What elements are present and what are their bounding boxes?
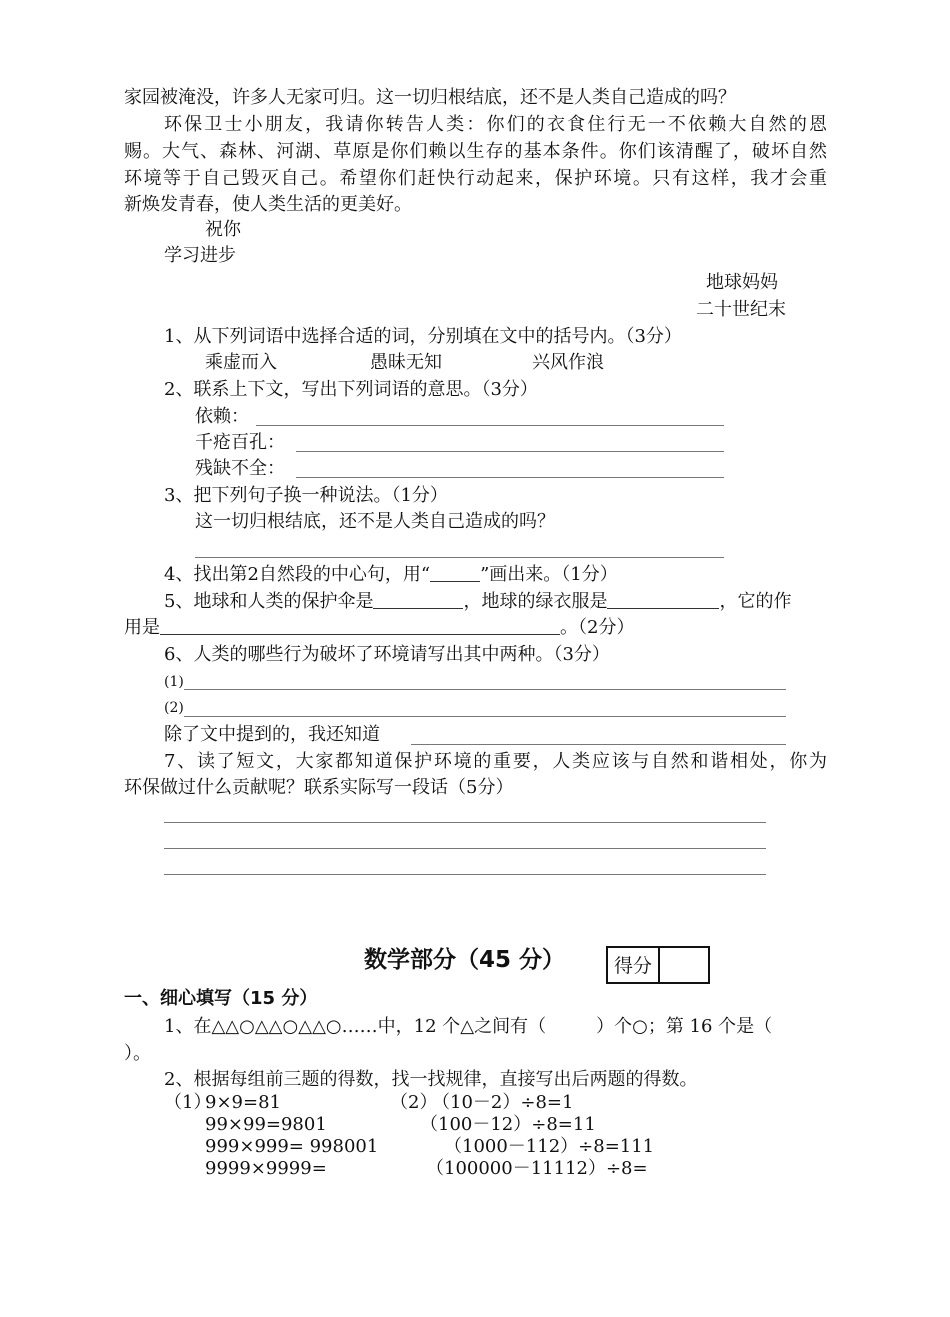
term-2-label: 千疮百孔： — [195, 432, 285, 453]
term-3-answer-line[interactable] — [296, 477, 724, 478]
question-7-answer-line-3[interactable] — [164, 874, 766, 875]
word-option-1: 乘虚而入 — [205, 352, 277, 373]
word-option-2: 愚昧无知 — [370, 352, 442, 373]
letter-paragraph-2-line-4: 新焕发青春，使人类生活的更美好。 — [124, 194, 412, 215]
letter-signature: 地球妈妈 — [706, 272, 778, 293]
question-4 — [164, 564, 618, 586]
question-4-blank[interactable] — [430, 565, 480, 582]
group-1-label: （1） — [164, 1092, 212, 1113]
math-question-1-continued: ）。 — [124, 1043, 151, 1064]
group-2-label: （2） — [390, 1092, 438, 1113]
question-4-text-a: 4、找出第2自然段的中心句，用“ — [164, 564, 431, 585]
question-5-continued — [124, 617, 634, 639]
question-6-answer-line-1[interactable] — [184, 689, 786, 690]
question-6-mark-1: (1) — [164, 674, 184, 690]
question-6-answer-line-2[interactable] — [184, 716, 786, 717]
letter-closing-study: 学习进步 — [164, 245, 236, 266]
question-6-mark-2: (2) — [164, 700, 184, 716]
word-option-3: 兴风作浪 — [532, 352, 604, 373]
question-5 — [164, 591, 791, 613]
math-part-1-heading: 一、细心填写（15 分） — [124, 988, 318, 1009]
math-question-2: 2、根据每组前三题的得数，找一找规律，直接写出后两题的得数。 — [164, 1069, 698, 1090]
question-5-text-c: ，它的作 — [719, 591, 792, 612]
score-field[interactable] — [660, 948, 708, 982]
question-6-extra-answer-line[interactable] — [411, 744, 786, 745]
letter-paragraph-2-line-1: 环保卫士小朋友，我请你转告人类：你们的衣食住行无一不依赖大自然的恩 — [164, 114, 827, 135]
question-5-text-a: 5、地球和人类的保护伞是 — [164, 591, 374, 612]
math-question-1-text-a: 1、在△△○△△○△△○……中，12 个△之间有（ — [164, 1016, 547, 1037]
term-3-label: 残缺不全： — [195, 458, 285, 479]
letter-paragraph-1: 家园被淹没，许多人无家可归。这一切归根结底，还不是人类自己造成的吗？ — [124, 87, 736, 108]
question-5-blank-2[interactable] — [607, 592, 719, 609]
score-box — [606, 946, 710, 984]
math-question-1-text-b: ）个○；第 16 个是（ — [596, 1016, 773, 1037]
question-5-text-d: 用是 — [124, 617, 160, 638]
question-5-text-b: ，地球的绿衣服是 — [463, 591, 608, 612]
question-7-line-2: 环保做过什么贡献呢？联系实际写一段话（5分） — [124, 777, 514, 798]
group-1-eq-1: 9×9=81 — [205, 1092, 281, 1113]
letter-closing-wish: 祝你 — [205, 219, 241, 240]
term-1-answer-line[interactable] — [256, 425, 724, 426]
group-2-eq-4: （100000－11112）÷8= — [426, 1158, 648, 1179]
question-5-blank-1[interactable] — [373, 592, 463, 609]
letter-date: 二十世纪末 — [696, 299, 786, 320]
letter-paragraph-2-line-2: 赐。大气、森林、河湖、草原是你们赖以生存的基本条件。你们该清醒了，破坏自然 — [124, 141, 827, 162]
question-1: 1、从下列词语中选择合适的词，分别填在文中的括号内。（3分） — [164, 326, 682, 347]
math-question-1 — [164, 1016, 772, 1038]
letter-paragraph-2-line-3: 环境等于自己毁灭自己。希望你们赶快行动起来，保护环境。只有这样，我才会重 — [124, 168, 827, 189]
question-5-blank-3[interactable] — [160, 618, 560, 635]
group-2-eq-3: （1000－112）÷8=111 — [444, 1136, 655, 1157]
group-1-eq-4: 9999×9999= — [205, 1158, 327, 1179]
score-label: 得分 — [608, 948, 660, 982]
question-3-answer-line[interactable] — [195, 557, 724, 558]
group-2-eq-1: （10－2）÷8=1 — [432, 1092, 574, 1113]
question-6-extra: 除了文中提到的，我还知道 — [164, 724, 380, 745]
question-5-text-e: 。（2分） — [560, 617, 635, 638]
question-3: 3、把下列句子换一种说法。（1分） — [164, 485, 448, 506]
math-question-1-blank-1[interactable] — [546, 1018, 596, 1034]
question-4-text-b: ”画出来。（1分） — [480, 564, 618, 585]
question-7-answer-line-1[interactable] — [164, 822, 766, 823]
question-7-line-1: 7、读了短文，大家都知道保护环境的重要，人类应该与自然和谐相处，你为 — [164, 751, 827, 772]
question-7-answer-line-2[interactable] — [164, 848, 766, 849]
group-1-eq-2: 99×99=9801 — [205, 1114, 327, 1135]
question-2: 2、联系上下文，写出下列词语的意思。（3分） — [164, 379, 538, 400]
math-section-title: 数学部分（45 分） — [364, 947, 566, 973]
term-2-answer-line[interactable] — [296, 451, 724, 452]
question-6: 6、人类的哪些行为破坏了环境请写出其中两种。（3分） — [164, 644, 610, 665]
question-3-sentence: 这一切归根结底，还不是人类自己造成的吗？ — [195, 511, 555, 532]
term-1-label: 依赖： — [195, 406, 249, 427]
group-2-eq-2: （100－12）÷8=11 — [420, 1114, 596, 1135]
group-1-eq-3: 999×999= 998001 — [205, 1136, 379, 1157]
